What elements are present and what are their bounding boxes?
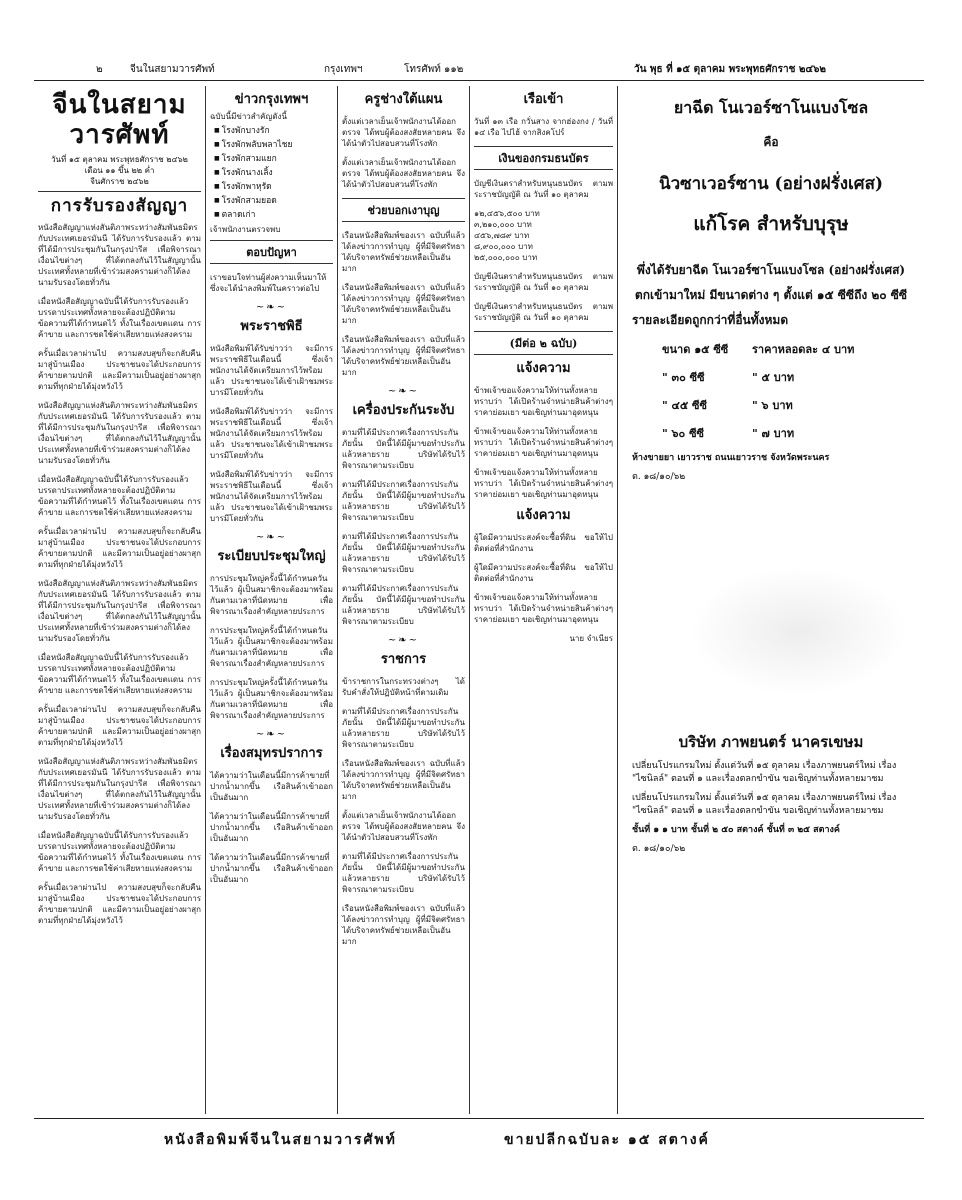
list-item: ■ โรงพักบางรัก xyxy=(214,124,333,138)
ornament: ~❧~ xyxy=(255,729,288,740)
figure-row: ๑๒,๔๕๖,๕๐๐ บาท xyxy=(474,209,540,218)
masthead-meta-2: เดือน ๑๑ ขึ้น ๒๒ ค่ำ xyxy=(84,166,155,175)
ad2-body: เปลี่ยนโปรแกรมใหม่ ตั้งแต่วันที่ ๑๕ ตุลาคม เรื่องภาพยนตร์ใหม่ เรื่อง "ไซนิลล์" ตอนที่ ๑ และเรื่องตลกขำขัน ขอเชิญท่านทั้งหลายมาชม xyxy=(632,793,897,816)
article-body: เมื่อหนังสือสัญญาฉบับนี้ได้รับการรับรองแล้ว บรรดาประเทศทั้งหลายจะต้องปฏิบัติตามข้อความที่ได้กำหนดไว้ ทั้งในเรื่องเขตแดน การค้าขาย และการชดใช้ค่าเสียหายแห่งสงคราม xyxy=(38,653,201,695)
article-body: ได้ความว่าในเดือนนี้มีการค้าขายที่ปากน้ำมากขึ้น เรือสินค้าเข้าออกเป็นอันมาก xyxy=(210,853,333,884)
ad-tagline: แก้โรค สำหรับบุรุษ xyxy=(693,213,849,235)
article-body: ครั้นเมื่อเวลาผ่านไป ความสงบสุขก็จะกลับคืนมาสู่บ้านเมือง ประชาชนจะได้ประกอบการค้าขายตามปกติ และมีความเป็นอยู่อย่างผาสุก ตามที่ทุกฝ่ายได้มุ่งหวังไว้ xyxy=(38,527,201,569)
figure-row: ๔๕๖,๗๘๙ บาท xyxy=(474,231,530,240)
price-size: " ๔๕ ซีซี xyxy=(662,399,707,412)
article-body: ได้ความว่าในเดือนนี้มีการค้าขายที่ปากน้ำมากขึ้น เรือสินค้าเข้าออกเป็นอันมาก xyxy=(210,771,333,802)
list-item: ■ โรงพักนางเลิ้ง xyxy=(214,166,333,180)
ad2-prices: ชั้นที่ ๑ ๑ บาท ชั้นที่ ๒ ๕๐ สตางค์ ชั้นที่ ๓ ๒๕ สตางค์ xyxy=(632,825,840,835)
ad-line: รายละเอียดถูกกว่าที่อื่นทั้งหมด xyxy=(632,313,789,327)
article-body: เรือนหนังสือพิมพ์ของเรา ฉบับที่แล้วได้ลงข่าวการทำบุญ ผู้ที่มีจิตศรัทธาได้บริจาคทรัพย์ช่วยเหลือเป็นอันมาก xyxy=(342,335,465,377)
article-body: เรือนหนังสือพิมพ์ของเรา ฉบับที่แล้วได้ลงข่าวการทำบุญ ผู้ที่มีจิตศรัทธาได้บริจาคทรัพย์ช่วยเหลือเป็นอันมาก xyxy=(342,283,465,325)
section-heading: เรือเข้า xyxy=(523,92,564,107)
ornament: ~❧~ xyxy=(387,635,420,646)
price-size: " ๓๐ ซีซี xyxy=(662,371,705,384)
section-heading: (มีต่อ ๒ ฉบับ) xyxy=(474,331,613,355)
price-amount: " ๗ บาท xyxy=(752,427,795,440)
ornament: ~❧~ xyxy=(255,302,288,313)
article-body: การประชุมใหญ่ครั้งนี้ได้กำหนดวันไว้แล้ว ผู้เป็นสมาชิกจะต้องมาพร้อมกันตามเวลาที่นัดหมาย เพื่อพิจารณาเรื่องสำคัญหลายประการ xyxy=(210,574,333,616)
shop-address: ห้างขายยา เยาวราช ถนนเยาวราช จังหวัดพระนคร xyxy=(632,453,830,463)
section-heading: เงินของกรมธนบัตร xyxy=(474,146,613,170)
section-heading: ครูช่างใต้แผน xyxy=(364,92,443,107)
newspaper-page xyxy=(34,54,924,1164)
ad2-body: เปลี่ยนโปรแกรมใหม่ ตั้งแต่วันที่ ๑๕ ตุลาคม เรื่องภาพยนตร์ใหม่ เรื่อง "ไซนิลล์" ตอนที่ ๑ และเรื่องตลกขำขัน ขอเชิญท่านทั้งหลายมาชม xyxy=(632,761,897,784)
article-body: หนังสือสัญญาแห่งสันติภาพระหว่างสัมพันธมิตรกับประเทศเยอรมันนี ได้รับการรับรองแล้ว ตามที่ได้มีการประชุมกันในกรุงปารีส เพื่อพิจารณาเงื่อนไขต่างๆ ที่ได้ตกลงกันไว้ในสัญญานั้น ประเทศทั้งหลายที่เข้าร่วมสงครามต่างก็ได้ลงนามรับรองโดยทั่วกัน xyxy=(38,757,201,821)
section-heading: ราชการ xyxy=(380,652,427,667)
list-item: ■ โรงพักพลับพลาไชย xyxy=(214,138,333,152)
running-address: กรุงเทพฯ xyxy=(324,64,363,75)
article-body: บัญชีเงินตราสำหรับหนุนธนบัตร ตามพระราชบัญญัติ ณ วันที่ ๑๐ ตุลาคม xyxy=(474,302,613,322)
article-body: เมื่อหนังสือสัญญาฉบับนี้ได้รับการรับรองแล้ว บรรดาประเทศทั้งหลายจะต้องปฏิบัติตามข้อความที่ได้กำหนดไว้ ทั้งในเรื่องเขตแดน การค้าขาย และการชดใช้ค่าเสียหายแห่งสงคราม xyxy=(38,831,201,873)
article-body: เรือนหนังสือพิมพ์ของเรา ฉบับที่แล้วได้ลงข่าวการทำบุญ ผู้ที่มีจิตศรัทธาได้บริจาคทรัพย์ช่วยเหลือเป็นอันมาก xyxy=(342,759,465,801)
ad-title: ยาฉีด โนเวอร์ซาโนแบงโซล xyxy=(673,98,869,117)
article-body: ผู้ใดมีความประสงค์จะซื้อที่ดิน ขอให้ไปติดต่อที่สำนักงาน xyxy=(474,533,613,553)
article-body: ครั้นเมื่อเวลาผ่านไป ความสงบสุขก็จะกลับคืนมาสู่บ้านเมือง ประชาชนจะได้ประกอบการค้าขายตามปกติ และมีความเป็นอยู่อย่างผาสุก ตามที่ทุกฝ่ายได้มุ่งหวังไว้ xyxy=(38,705,201,747)
article-body: ตามที่ได้มีประกาศเรื่องการประกันภัยนั้น บัดนี้ได้มีผู้มาขอทำประกันแล้วหลายราย บริษัทได้รับไว้พิจารณาตามระเบียบ xyxy=(342,428,465,470)
article-body: ข้าพเจ้าขอแจ้งความให้ท่านทั้งหลายทราบว่า ได้เปิดร้านจำหน่ายสินค้าต่างๆ ราคาย่อมเยา ขอเชิญท่านมาอุดหนุน xyxy=(474,593,613,624)
article-body: ตั้งแต่เวลาเย็นเจ้าพนักงานได้ออกตรวจ ได้พบผู้ต้องสงสัยหลายคน จึงได้นำตัวไปสอบสวนที่โรงพัก xyxy=(342,158,465,189)
section-heading: ระเบียบประชุมใหญ่ xyxy=(217,549,326,564)
article-body: ตามที่ได้มีประกาศเรื่องการประกันภัยนั้น บัดนี้ได้มีผู้มาขอทำประกันแล้วหลายราย บริษัทได้รับไว้พิจารณาตามระเบียบ xyxy=(342,707,465,749)
running-phone: โทรศัพท์ ๑๑๒ xyxy=(404,64,464,75)
article-body: เรือนหนังสือพิมพ์ของเรา ฉบับที่แล้วได้ลงข่าวการทำบุญ ผู้ที่มีจิตศรัทธาได้บริจาคทรัพย์ช่วยเหลือเป็นอันมาก xyxy=(342,231,465,273)
masthead-meta-1: วันที่ ๑๕ ตุลาคม พระพุทธศักราช ๒๔๖๒ xyxy=(51,155,188,164)
article-body: เราขอบใจท่านผู้ส่งความเห็นมาให้ ซึ่งจะได้นำลงพิมพ์ในคราวต่อไป xyxy=(210,273,327,293)
article-body: ข้าราชการในกระทรวงต่างๆ ได้รับคำสั่งให้ปฏิบัติหน้าที่ตามเดิม xyxy=(342,677,465,697)
article-body: ผู้ใดมีความประสงค์จะซื้อที่ดิน ขอให้ไปติดต่อที่สำนักงาน xyxy=(474,563,613,583)
price-size: ขนาด ๑๕ ซีซี xyxy=(662,343,729,356)
divider xyxy=(38,191,201,192)
signoff: นาย จำเนียร xyxy=(569,634,613,643)
article-body: เมื่อหนังสือสัญญาฉบับนี้ได้รับการรับรองแล้ว บรรดาประเทศทั้งหลายจะต้องปฏิบัติตามข้อความที่ได้กำหนดไว้ ทั้งในเรื่องเขตแดน การค้าขาย และการชดใช้ค่าเสียหายแห่งสงคราม xyxy=(38,297,201,339)
list-item: ■ ตลาดเก่า xyxy=(214,208,333,222)
footer xyxy=(34,1118,924,1155)
article-body: ตามที่ได้มีประกาศเรื่องการประกันภัยนั้น บัดนี้ได้มีผู้มาขอทำประกันแล้วหลายราย บริษัทได้รับไว้พิจารณาตามระเบียบ xyxy=(342,480,465,522)
ad-product: นิวซาเวอร์ซาน (อย่างฝรั่งเศส) xyxy=(658,174,884,194)
article-body: หนังสือสัญญาแห่งสันติภาพระหว่างสัมพันธมิตรกับประเทศเยอรมันนี ได้รับการรับรองแล้ว ตามที่ได้มีการประชุมกันในกรุงปารีส เพื่อพิจารณาเงื่อนไขต่างๆ ที่ได้ตกลงกันไว้ในสัญญานั้น ประเทศทั้งหลายที่เข้าร่วมสงครามต่างก็ได้ลงนามรับรองโดยทั่วกัน xyxy=(38,579,201,643)
article-body: ข้าพเจ้าขอแจ้งความให้ท่านทั้งหลายทราบว่า ได้เปิดร้านจำหน่ายสินค้าต่างๆ ราคาย่อมเยา ขอเชิญท่านมาอุดหนุน xyxy=(474,468,613,499)
footer-title: หนังสือพิมพ์จีนในสยามวารศัพท์ xyxy=(164,1132,397,1148)
section-heading: แจ้งความ xyxy=(516,508,571,523)
figure-row: ๘,๙๐๐,๐๐๐ บาท xyxy=(474,242,533,251)
column-3 xyxy=(338,86,470,1114)
column-ads xyxy=(618,86,924,1114)
list-item: ■ โรงพักสามยอด xyxy=(214,194,333,208)
ad2-code: ต. ๑๘/๑๐/๖๒ xyxy=(632,844,686,854)
article-body: ตั้งแต่เวลาเย็นเจ้าพนักงานได้ออกตรวจ ได้พบผู้ต้องสงสัยหลายคน จึงได้นำตัวไปสอบสวนที่โรงพัก xyxy=(342,117,465,148)
price-row xyxy=(662,340,920,358)
section-heading: เครื่องประกันระงับ xyxy=(352,403,455,418)
running-date: วัน พุธ ที่ ๑๕ ตุลาคม พระพุทธศักราช ๒๔๖๒ xyxy=(634,64,826,75)
section-heading: ตอบปัญหา xyxy=(210,240,333,264)
article-body: หนังสือพิมพ์ได้รับข่าวว่า จะมีการพระราชพิธีในเดือนนี้ ซึ่งเจ้าพนักงานได้จัดเตรียมการไว้พร้อมแล้ว ประชาชนจะได้เข้าเฝ้าชมพระบารมีโดยทั่วกัน xyxy=(210,344,333,397)
price-size: " ๖๐ ซีซี xyxy=(662,427,705,440)
article-body: เมื่อหนังสือสัญญาฉบับนี้ได้รับการรับรองแล้ว บรรดาประเทศทั้งหลายจะต้องปฏิบัติตามข้อความที่ได้กำหนดไว้ ทั้งในเรื่องเขตแดน การค้าขาย และการชดใช้ค่าเสียหายแห่งสงคราม xyxy=(38,475,201,517)
article-body: หนังสือสัญญาแห่งสันติภาพระหว่างสัมพันธมิตรกับประเทศเยอรมันนี ได้รับการรับรองแล้ว ตามที่ได้มีการประชุมกันในกรุงปารีส เพื่อพิจารณาเงื่อนไขต่างๆ ที่ได้ตกลงกันไว้ในสัญญานั้น ประเทศทั้งหลายที่เข้าร่วมสงครามต่างก็ได้ลงนามรับรองโดยทั่วกัน xyxy=(38,223,201,287)
footer-price: ขายปลีกฉบับละ ๑๕ สตางค์ xyxy=(504,1132,710,1148)
article-body: ได้ความว่าในเดือนนี้มีการค้าขายที่ปากน้ำมากขึ้น เรือสินค้าเข้าออกเป็นอันมาก xyxy=(210,812,333,843)
ad-word: คือ xyxy=(763,135,779,149)
running-head xyxy=(34,54,924,81)
section-heading: ช่วยบอกเงาบุญ xyxy=(342,198,465,222)
price-row xyxy=(662,424,920,442)
paper-stain xyxy=(688,566,908,696)
ship-list: วันที่ ๑๓ เรือ กวั่นสาง จากฮ่องกง / วันที่ ๑๔ เรือ ไปไฮ้ จากสิงคโปร์ xyxy=(474,117,613,137)
ad-line: พึ่งได้รับยาฉีด โนเวอร์ซาโนแบงโซล (อย่างฝรั่งเศส) xyxy=(636,263,906,277)
note-text: เจ้าพนักงานตรวจพบ xyxy=(210,225,281,234)
figure-row: ๒๕,๐๐๐,๐๐๐ บาท xyxy=(474,253,538,262)
article-body: เรือนหนังสือพิมพ์ของเรา ฉบับที่แล้วได้ลงข่าวการทำบุญ ผู้ที่มีจิตศรัทธาได้บริจาคทรัพย์ช่วยเหลือเป็นอันมาก xyxy=(342,904,465,946)
price-row xyxy=(662,396,920,414)
page-number: ๒ xyxy=(96,64,103,75)
section-heading: ข่าวกรุงเทพฯ xyxy=(234,92,309,107)
masthead-title: จีนในสยามวารศัพท์ xyxy=(52,90,187,150)
article-body: ข้าพเจ้าขอแจ้งความให้ท่านทั้งหลายทราบว่า ได้เปิดร้านจำหน่ายสินค้าต่างๆ ราคาย่อมเยา ขอเชิญท่านมาอุดหนุน xyxy=(474,386,613,417)
ad2-title: บริษัท ภาพยนตร์ นาครเขษม xyxy=(678,733,864,751)
article-body: หนังสือพิมพ์ได้รับข่าวว่า จะมีการพระราชพิธีในเดือนนี้ ซึ่งเจ้าพนักงานได้จัดเตรียมการไว้พร้อมแล้ว ประชาชนจะได้เข้าเฝ้าชมพระบารมีโดยทั่วกัน xyxy=(210,470,333,523)
intro-text: ฉบับนี้มีข่าวสำคัญดังนี้ xyxy=(210,112,287,121)
news-list xyxy=(214,124,333,222)
price-amount: ราคาหลอดละ ๔ บาท xyxy=(752,343,855,356)
article-body: ครั้นเมื่อเวลาผ่านไป ความสงบสุขก็จะกลับคืนมาสู่บ้านเมือง ประชาชนจะได้ประกอบการค้าขายตามปกติ และมีความเป็นอยู่อย่างผาสุก ตามที่ทุกฝ่ายได้มุ่งหวังไว้ xyxy=(38,349,201,391)
masthead-meta-3: จีนศักราช ๒๔๖๒ xyxy=(90,177,149,186)
column-1 xyxy=(34,86,206,1114)
article-body: บัญชีเงินตราสำหรับหนุนธนบัตร ตามพระราชบัญญัติ ณ วันที่ ๑๐ ตุลาคม xyxy=(474,179,613,199)
article-body: บัญชีเงินตราสำหรับหนุนธนบัตร ตามพระราชบัญญัติ ณ วันที่ ๑๐ ตุลาคม xyxy=(474,272,613,292)
article-body: ตามที่ได้มีประกาศเรื่องการประกันภัยนั้น บัดนี้ได้มีผู้มาขอทำประกันแล้วหลายราย บริษัทได้รับไว้พิจารณาตามระเบียบ xyxy=(342,852,465,894)
figure-row: ๓,๒๑๐,๐๐๐ บาท xyxy=(474,220,532,229)
article-body: ตามที่ได้มีประกาศเรื่องการประกันภัยนั้น บัดนี้ได้มีผู้มาขอทำประกันแล้วหลายราย บริษัทได้รับไว้พิจารณาตามระเบียบ xyxy=(342,532,465,574)
article-body: ตั้งแต่เวลาเย็นเจ้าพนักงานได้ออกตรวจ ได้พบผู้ต้องสงสัยหลายคน จึงได้นำตัวไปสอบสวนที่โรงพัก xyxy=(342,811,465,842)
article-body: การประชุมใหญ่ครั้งนี้ได้กำหนดวันไว้แล้ว ผู้เป็นสมาชิกจะต้องมาพร้อมกันตามเวลาที่นัดหมาย เพื่อพิจารณาเรื่องสำคัญหลายประการ xyxy=(210,626,333,668)
article-heading: การรับรองสัญญา xyxy=(50,196,189,216)
ornament: ~❧~ xyxy=(387,386,420,397)
section-heading: แจ้งความ xyxy=(516,361,571,376)
section-heading: พระราชพิธี xyxy=(240,319,303,334)
shop-code: ต. ๑๘/๑๐/๖๒ xyxy=(632,472,686,482)
running-title: จีนในสยามวารศัพท์ xyxy=(130,64,215,75)
article-body: การประชุมใหญ่ครั้งนี้ได้กำหนดวันไว้แล้ว ผู้เป็นสมาชิกจะต้องมาพร้อมกันตามเวลาที่นัดหมาย เพื่อพิจารณาเรื่องสำคัญหลายประการ xyxy=(210,678,333,720)
column-2 xyxy=(206,86,338,1114)
ornament: ~❧~ xyxy=(255,532,288,543)
article-body: ครั้นเมื่อเวลาผ่านไป ความสงบสุขก็จะกลับคืนมาสู่บ้านเมือง ประชาชนจะได้ประกอบการค้าขายตามปกติ และมีความเป็นอยู่อย่างผาสุก ตามที่ทุกฝ่ายได้มุ่งหวังไว้ xyxy=(38,883,201,925)
ad-line: ตกเข้ามาใหม่ มีขนาดต่าง ๆ ตั้งแต่ ๑๕ ซีซีถึง ๒๐ ซีซี xyxy=(634,288,908,302)
list-item: ■ โรงพักพาหุรัด xyxy=(214,180,333,194)
article-body: หนังสือสัญญาแห่งสันติภาพระหว่างสัมพันธมิตรกับประเทศเยอรมันนี ได้รับการรับรองแล้ว ตามที่ได้มีการประชุมกันในกรุงปารีส เพื่อพิจารณาเงื่อนไขต่างๆ ที่ได้ตกลงกันไว้ในสัญญานั้น ประเทศทั้งหลายที่เข้าร่วมสงครามต่างก็ได้ลงนามรับรองโดยทั่วกัน xyxy=(38,401,201,465)
price-amount: " ๖ บาท xyxy=(752,399,793,412)
article-body: หนังสือพิมพ์ได้รับข่าวว่า จะมีการพระราชพิธีในเดือนนี้ ซึ่งเจ้าพนักงานได้จัดเตรียมการไว้พร้อมแล้ว ประชาชนจะได้เข้าเฝ้าชมพระบารมีโดยทั่วกัน xyxy=(210,407,333,460)
list-item: ■ โรงพักสามแยก xyxy=(214,152,333,166)
price-row xyxy=(662,368,920,386)
price-amount: " ๕ บาท xyxy=(752,371,795,384)
article-body: ตามที่ได้มีประกาศเรื่องการประกันภัยนั้น บัดนี้ได้มีผู้มาขอทำประกันแล้วหลายราย บริษัทได้รับไว้พิจารณาตามระเบียบ xyxy=(342,584,465,626)
article-body: ข้าพเจ้าขอแจ้งความให้ท่านทั้งหลายทราบว่า ได้เปิดร้านจำหน่ายสินค้าต่างๆ ราคาย่อมเยา ขอเชิญท่านมาอุดหนุน xyxy=(474,427,613,458)
column-4 xyxy=(470,86,618,1114)
section-heading: เรื่องสมุทรปราการ xyxy=(220,746,323,761)
